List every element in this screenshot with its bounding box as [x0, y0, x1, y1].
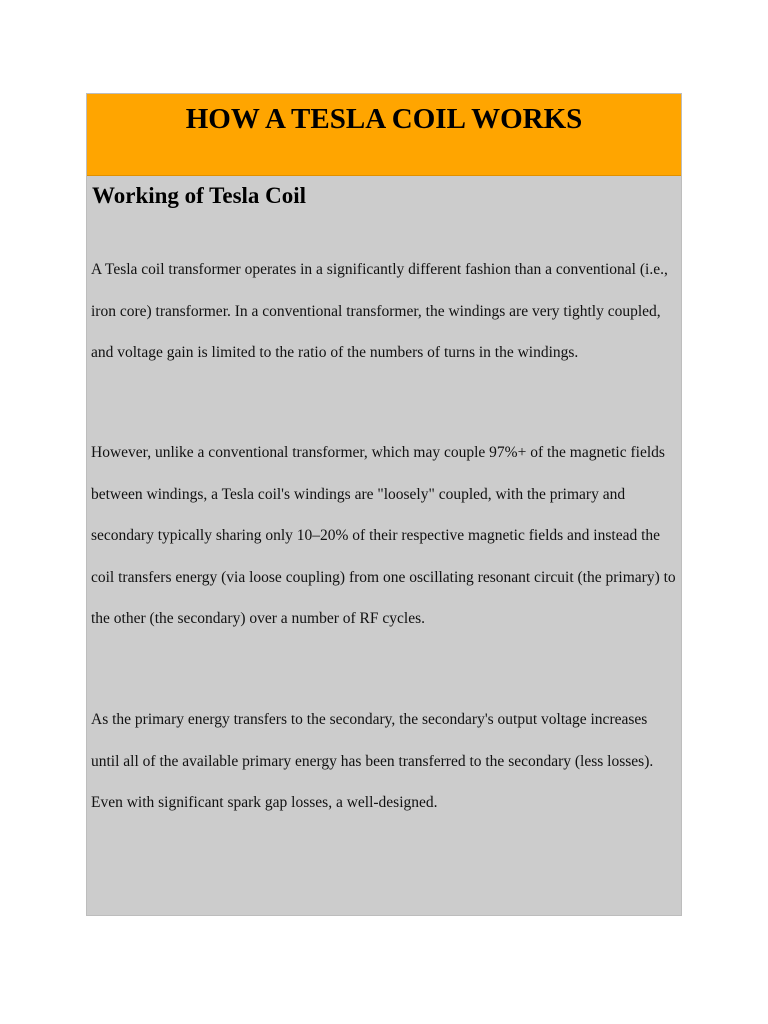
paragraph-1: A Tesla coil transformer operates in a significantly different fashion than a conventional (i.e., iron core) transformer. In a conventional transformer, the windings are very tightly coupled, and voltage gain is limited to the ratio of the numbers of turns in the windings. [91, 261, 668, 362]
section-heading: Working of Tesla Coil [92, 183, 307, 208]
page-title: HOW A TESLA COIL WORKS [185, 103, 583, 135]
title-banner [87, 94, 681, 176]
paragraph-3: As the primary energy transfers to the secondary, the secondary's output voltage increases until all of the available primary energy has been transferred to the secondary (less losses). Even with significant spark gap losses, a well-designed. [91, 711, 654, 812]
paragraph-2: However, unlike a conventional transformer, which may couple 97%+ of the magnetic fields between windings, a Tesla coil's windings are "loosely" coupled, with the primary and secondary typically sharing only 10–20% of their respective magnetic fields and instead the coil transfers energy (via loose coupling) from one oscillating resonant circuit (the primary) to the other (the secondary) over a number of RF cycles. [91, 444, 676, 628]
document-page [86, 93, 682, 916]
